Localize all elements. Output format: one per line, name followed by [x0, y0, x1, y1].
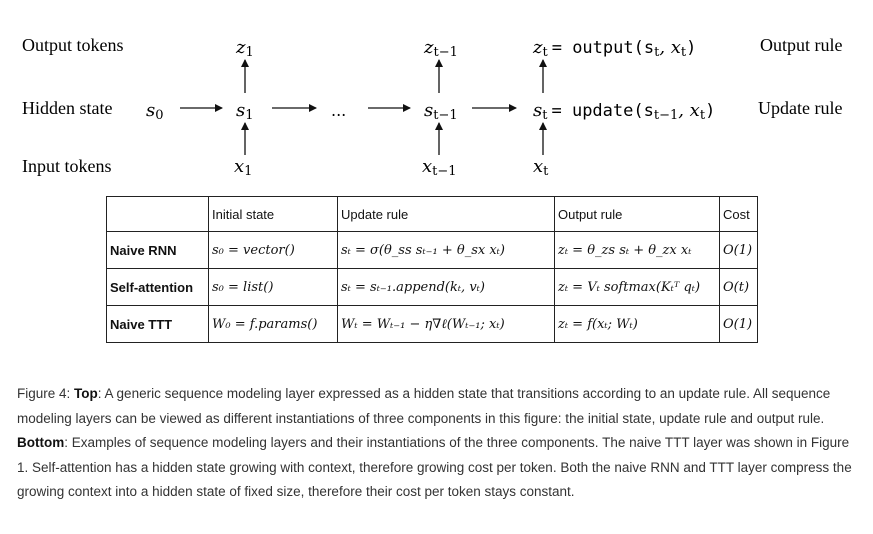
header-empty [107, 197, 209, 232]
table-row [107, 306, 758, 343]
node-st-update-eq: st = update(st−1, xt) [533, 100, 716, 123]
cell-cost: O(1) [720, 232, 758, 269]
cell-initial: W₀ = f.params() [209, 306, 338, 343]
cell-cost: O(t) [720, 269, 758, 306]
layer-comparison-table [106, 196, 758, 343]
node-s1: s1 [236, 100, 254, 123]
header-cost: Cost [720, 197, 758, 232]
table-row [107, 269, 758, 306]
row-label: Naive TTT [107, 306, 209, 343]
cell-update: Wₜ = Wₜ₋₁ − η∇ℓ(Wₜ₋₁; xₜ) [338, 306, 555, 343]
sequence-diagram [0, 0, 873, 195]
table-header-row [107, 197, 758, 232]
cell-output: zₜ = f(xₜ; Wₜ) [555, 306, 720, 343]
caption-prefix: Figure 4: [17, 386, 75, 401]
cell-initial: s₀ = list() [209, 269, 338, 306]
node-x1: x1 [234, 156, 253, 179]
caption-top-label: Top [74, 386, 98, 401]
node-zt-output-eq: zt = output(st, xt) [533, 37, 697, 60]
cell-output: zₜ = Vₜ softmax(Kₜᵀ qₜ) [555, 269, 720, 306]
caption-top-text: : A generic sequence modeling layer expressed as a hidden state that transitions according to an update rule. All sequence modeling layers can be viewed as different instantiations of three components in this figure: the initial state, update rule and output rule. [17, 386, 831, 426]
header-output-rule: Output rule [555, 197, 720, 232]
label-input-tokens: Input tokens [22, 156, 112, 176]
cell-cost: O(1) [720, 306, 758, 343]
caption-bottom-text: : Examples of sequence modeling layers and their instantiations of the three components. The naive TTT layer was shown in Figure 1. Self-attention has a hidden state growing with context, therefore growing cost per token. Both the naive RNN and TTT layer compress the growing context into a hidden state of fixed size, therefore their cost per token stays constant. [17, 435, 852, 499]
cell-update: sₜ = sₜ₋₁.append(kₜ, vₜ) [338, 269, 555, 306]
node-xt: xt [533, 156, 549, 179]
cell-initial: s₀ = vector() [209, 232, 338, 269]
label-hidden-state: Hidden state [22, 98, 113, 118]
node-ellipsis: ... [331, 101, 347, 120]
row-label: Self-attention [107, 269, 209, 306]
node-st-1: st−1 [424, 100, 458, 123]
node-xt-1: xt−1 [422, 156, 457, 179]
label-output-rule: Output rule [760, 35, 843, 55]
table-row [107, 232, 758, 269]
cell-update: sₜ = σ(θ_ss sₜ₋₁ + θ_sx xₜ) [338, 232, 555, 269]
label-update-rule: Update rule [758, 98, 843, 118]
node-s0: s0 [146, 100, 164, 123]
figure-caption [17, 382, 853, 505]
cell-output: zₜ = θ_zs sₜ + θ_zx xₜ [555, 232, 720, 269]
label-output-tokens: Output tokens [22, 35, 124, 55]
row-label: Naive RNN [107, 232, 209, 269]
header-update-rule: Update rule [338, 197, 555, 232]
node-z1: z1 [236, 37, 254, 60]
header-initial-state: Initial state [209, 197, 338, 232]
node-zt-1: zt−1 [424, 37, 458, 60]
caption-bottom-label: Bottom [17, 435, 65, 450]
